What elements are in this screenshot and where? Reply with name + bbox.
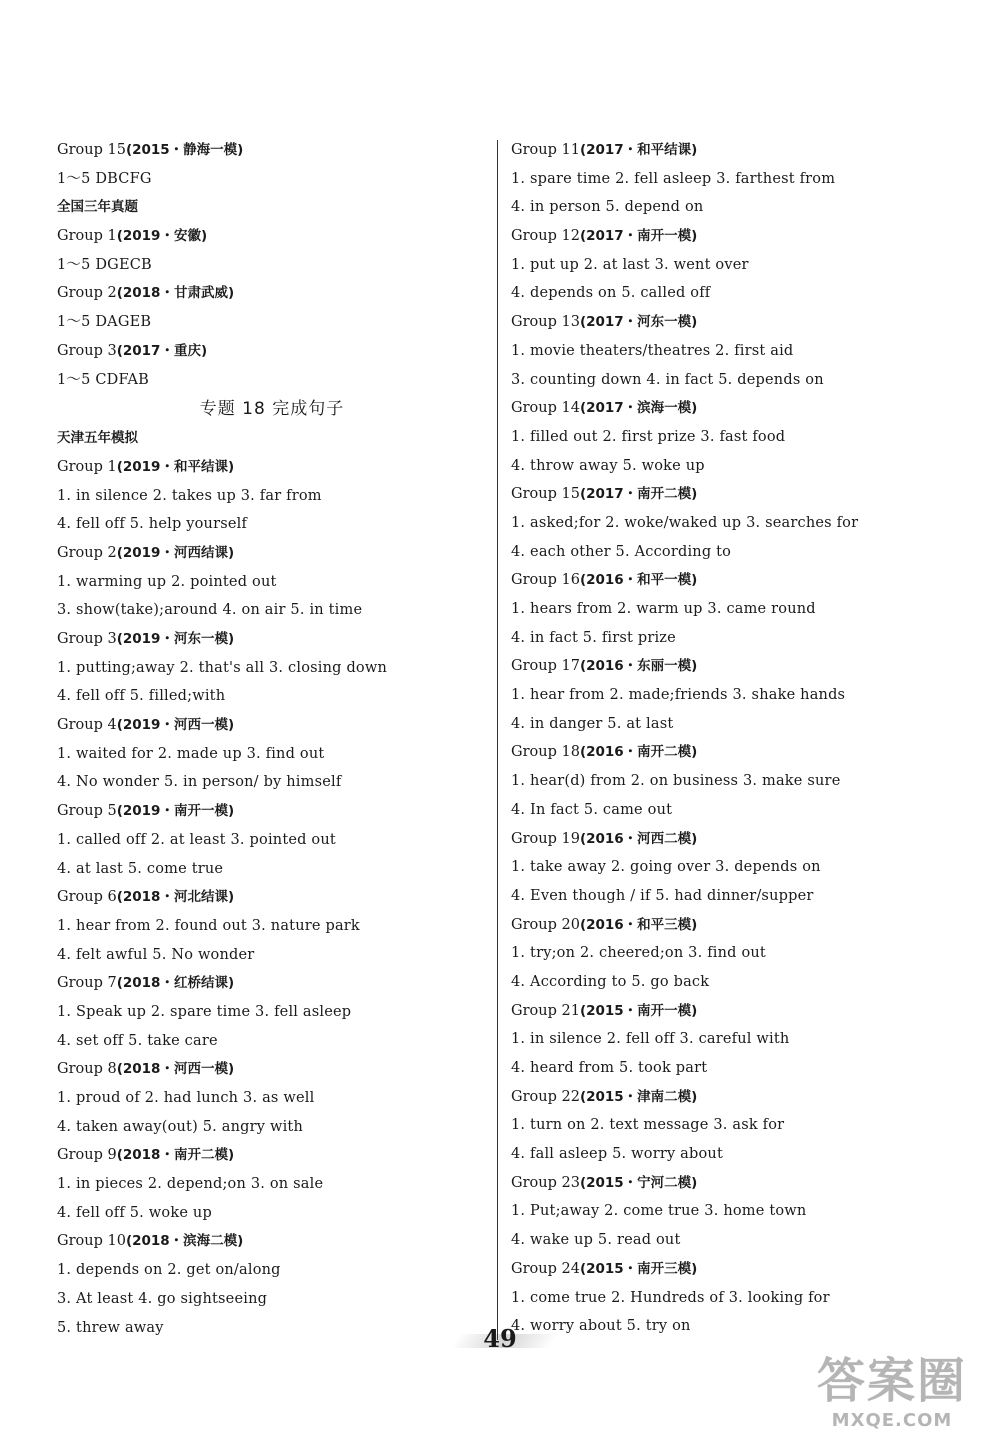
answer-line: 4. in person 5. depend on	[511, 199, 704, 216]
group-source: (2017・滨海一模)	[579, 400, 698, 417]
answer-line: 4. heard from 5. took part	[511, 1060, 708, 1076]
right-column	[511, 136, 981, 1341]
answer-line: 1. take away 2. going over 3. depends on	[511, 859, 821, 876]
group-label: Group 3	[57, 631, 117, 647]
group-source: (2015・静海一模)	[125, 142, 244, 158]
group-header	[57, 337, 487, 366]
group-header	[511, 997, 981, 1026]
answer-line: 4. fell off 5. woke up	[57, 1204, 212, 1221]
answer-line: 4. Even though / if 5. had dinner/supper	[511, 887, 814, 904]
answer-line: 4. felt awful 5. No wonder	[57, 946, 255, 963]
answer-line: 1. asked;for 2. woke/waked up 3. searches for	[511, 514, 859, 531]
answer-line: 1. come true 2. Hundreds of 3. looking for	[511, 1289, 830, 1306]
answer-line: 1. hear from 2. found out 3. nature park	[57, 917, 360, 934]
group-source: (2016・东丽一模)	[579, 658, 698, 675]
answer-line: 4. worry about 5. try on	[511, 1318, 691, 1335]
answer-line: 1. hear from 2. made;friends 3. shake hands	[511, 687, 846, 704]
group-source: (2018・滨海二模)	[125, 1233, 244, 1250]
answer-line: 4. No wonder 5. in person/ by himself	[57, 774, 342, 791]
group-label: Group 1	[57, 458, 117, 475]
group-label: Group 6	[57, 889, 117, 906]
group-source: (2018・河北结课)	[116, 889, 235, 906]
group-header	[57, 797, 487, 826]
watermark-main: 答案圈	[816, 1353, 967, 1409]
group-header	[57, 1141, 487, 1170]
group-source: (2018・河西一模)	[116, 1061, 235, 1078]
group-label: Group 20	[511, 916, 580, 933]
answer-line: 1. in pieces 2. depend;on 3. on sale	[57, 1176, 324, 1193]
group-source: (2015・南开三模)	[579, 1260, 698, 1277]
group-label: Group 24	[511, 1260, 580, 1277]
watermark-logo	[792, 1352, 992, 1442]
answer-line: 4. set off 5. take care	[57, 1032, 218, 1049]
group-header	[511, 222, 981, 251]
answer-line: 1～5 CDFAB	[57, 371, 150, 388]
answer-line: 3. show(take);around 4. on air 5. in time	[57, 602, 363, 619]
group-header	[57, 883, 487, 912]
group-label: Group 2	[57, 285, 117, 302]
group-source: (2019・安徽)	[116, 228, 208, 245]
answer-line: 4. throw away 5. woke up	[511, 457, 705, 474]
answer-line: 1. put up 2. at last 3. went over	[511, 256, 749, 273]
column-divider	[497, 140, 498, 1340]
group-source: (2016・河西二模)	[579, 830, 698, 847]
answer-line: 5. threw away	[57, 1319, 164, 1336]
group-header	[57, 539, 487, 568]
answer-line: 1. hear(d) from 2. on business 3. make sure	[511, 773, 841, 790]
group-label: Group 16	[511, 572, 580, 589]
page-number	[0, 1322, 1000, 1355]
group-source: (2015・津南二模)	[579, 1088, 698, 1105]
answer-line: 1. called off 2. at least 3. pointed out	[57, 831, 336, 848]
group-source: (2019・河西结课)	[116, 544, 235, 561]
group-label: Group 3	[57, 342, 117, 359]
group-header	[57, 625, 487, 654]
group-label: Group 5	[57, 803, 117, 820]
group-source: (2019・河东一模)	[116, 631, 235, 647]
group-header	[511, 308, 981, 337]
group-header	[57, 136, 487, 165]
group-source: (2019・河西一模)	[116, 717, 235, 734]
answer-line: 3. counting down 4. in fact 5. depends on	[511, 371, 824, 388]
answer-line: 1. waited for 2. made up 3. find out	[57, 745, 325, 762]
group-label: Group 15	[57, 142, 126, 158]
group-label: Group 2	[57, 544, 117, 561]
group-header	[511, 1083, 981, 1112]
group-header	[511, 911, 981, 940]
group-label: Group 14	[511, 400, 580, 417]
group-source: (2018・甘肃武威)	[116, 285, 235, 302]
group-header	[57, 453, 487, 482]
answer-line: 1. in silence 2. takes up 3. far from	[57, 487, 322, 504]
group-label: Group 4	[57, 717, 117, 734]
answer-line: 4. in fact 5. first prize	[511, 629, 676, 646]
group-source: (2017・南开一模)	[579, 228, 698, 245]
answer-line: 4. at last 5. come true	[57, 860, 224, 877]
answer-line: 1. Put;away 2. come true 3. home town	[511, 1203, 807, 1220]
group-header	[57, 1227, 487, 1256]
group-source: (2016・和平三模)	[579, 916, 698, 933]
group-header	[511, 566, 981, 595]
group-label: Group 22	[511, 1088, 580, 1105]
answer-line: 4. fell off 5. filled;with	[57, 688, 226, 705]
page-number-text: 49	[465, 1322, 534, 1355]
group-source: (2019・和平结课)	[116, 458, 235, 475]
answer-line: 1. proud of 2. had lunch 3. as well	[57, 1090, 315, 1106]
group-label: Group 23	[511, 1174, 580, 1191]
group-header	[511, 480, 981, 509]
answer-line: 1～5 DAGEB	[57, 314, 152, 331]
answer-line: 1～5 DGECB	[57, 256, 152, 273]
group-source: (2018・南开二模)	[116, 1147, 235, 1164]
group-header	[57, 279, 487, 308]
answer-line: 4. fell off 5. help yourself	[57, 516, 248, 533]
answer-line: 1. in silence 2. fell off 3. careful with	[511, 1031, 790, 1048]
group-header	[57, 222, 487, 251]
group-source: (2017・河东一模)	[579, 314, 698, 331]
group-label: Group 12	[511, 228, 580, 245]
answer-line: 1. filled out 2. first prize 3. fast food	[511, 428, 786, 445]
answer-line: 1. spare time 2. fell asleep 3. farthest from	[511, 170, 836, 187]
group-label: Group 19	[511, 830, 580, 847]
group-label: Group 21	[511, 1002, 580, 1019]
group-source: (2017・和平结课)	[579, 142, 698, 158]
group-source: (2017・重庆)	[116, 342, 208, 359]
answer-line: 4. In fact 5. came out	[511, 801, 673, 818]
group-header	[511, 394, 981, 423]
answer-line: 1. putting;away 2. that's all 3. closing down	[57, 659, 388, 676]
group-label: Group 13	[511, 314, 580, 331]
group-header	[511, 1169, 981, 1198]
group-source: (2018・红桥结课)	[116, 975, 235, 992]
answer-line: 4. wake up 5. read out	[511, 1232, 681, 1249]
group-header	[511, 1255, 981, 1284]
answer-line: 4. each other 5. According to	[511, 543, 732, 560]
group-header	[57, 711, 487, 740]
group-label: Group 8	[57, 1061, 117, 1078]
topic-title: 专题 18 完成句子	[199, 399, 345, 420]
answer-line: 1. warming up 2. pointed out	[57, 573, 277, 590]
group-header	[511, 652, 981, 681]
left-column	[57, 136, 487, 1342]
group-source: (2016・和平一模)	[579, 572, 698, 589]
group-label: Group 11	[511, 142, 580, 158]
group-label: Group 9	[57, 1147, 117, 1164]
answer-line: 1. Speak up 2. spare time 3. fell asleep	[57, 1003, 352, 1020]
group-source: (2015・宁河二模)	[579, 1174, 698, 1191]
answer-line: 1. movie theaters/theatres 2. first aid	[511, 342, 794, 359]
group-header	[57, 1055, 487, 1084]
answer-line: 1. depends on 2. get on/along	[57, 1262, 281, 1279]
answer-line: 1. hears from 2. warm up 3. came round	[511, 601, 816, 617]
group-label: Group 15	[511, 486, 580, 503]
watermark-sub: MXQE.COM	[831, 1410, 953, 1431]
answer-line: 1. try;on 2. cheered;on 3. find out	[511, 945, 766, 962]
group-header	[57, 969, 487, 998]
group-label: Group 7	[57, 975, 117, 992]
answer-line: 4. According to 5. go back	[511, 973, 710, 990]
group-label: Group 1	[57, 228, 117, 245]
answer-line: 1. turn on 2. text message 3. ask for	[511, 1117, 785, 1134]
group-source: (2019・南开一模)	[116, 803, 235, 820]
group-source: (2017・南开二模)	[579, 486, 698, 503]
group-label: Group 17	[511, 658, 580, 675]
group-label: Group 10	[57, 1233, 126, 1250]
answer-line: 4. fall asleep 5. worry about	[511, 1146, 723, 1163]
answer-line: 4. depends on 5. called off	[511, 285, 711, 302]
group-header	[511, 825, 981, 854]
section-heading: 天津五年模拟	[57, 430, 138, 447]
group-header	[511, 136, 981, 165]
answer-line: 4. taken away(out) 5. angry with	[57, 1118, 303, 1135]
section-heading: 全国三年真题	[57, 199, 138, 216]
answer-line: 1～5 DBCFG	[57, 170, 152, 187]
group-source: (2016・南开二模)	[579, 744, 698, 761]
group-source: (2015・南开一模)	[579, 1002, 698, 1019]
group-header	[511, 738, 981, 767]
group-label: Group 18	[511, 744, 580, 761]
answer-line: 3. At least 4. go sightseeing	[57, 1290, 268, 1307]
answer-line: 4. in danger 5. at last	[511, 715, 674, 732]
